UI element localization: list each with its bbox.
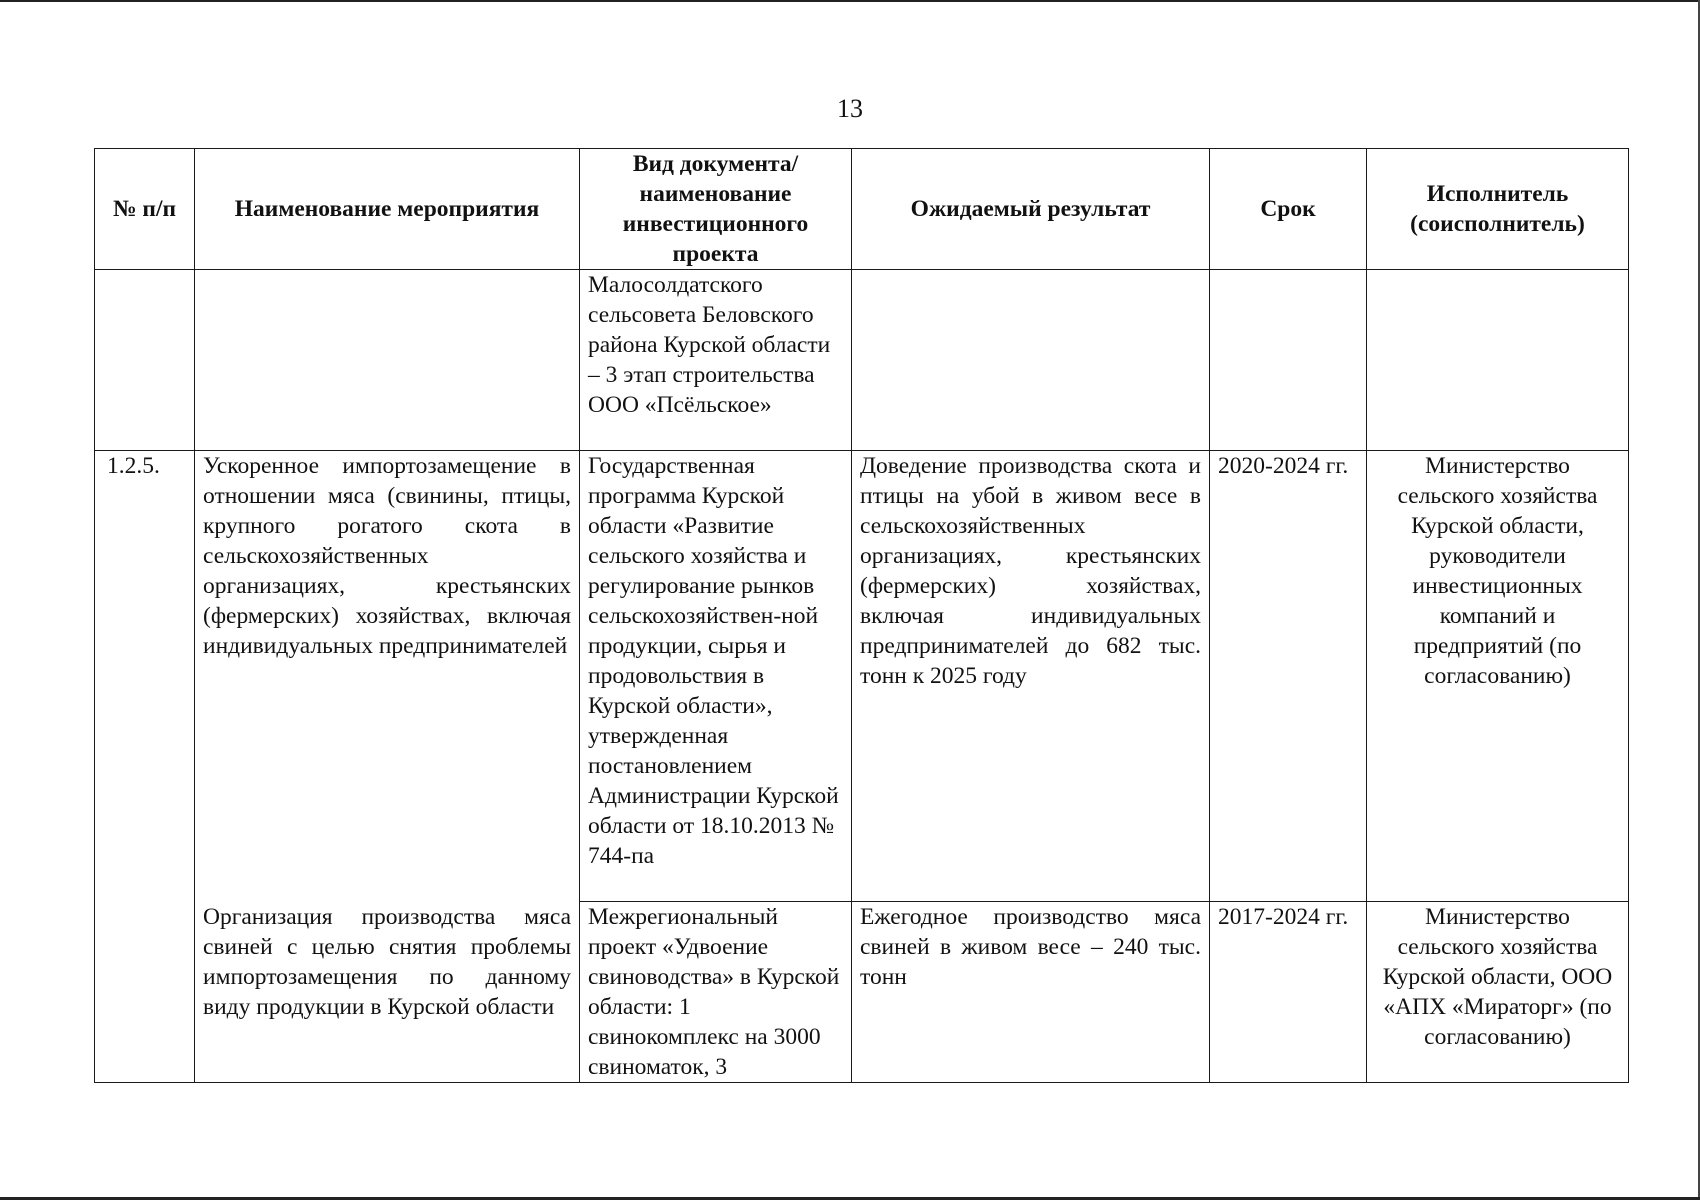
- header-term: Срок: [1210, 149, 1367, 270]
- cell-number: [95, 270, 195, 451]
- header-expected-result: Ожидаемый результат: [852, 149, 1210, 270]
- header-number: № п/п: [95, 149, 195, 270]
- cell-term: 2020-2024 гг.: [1210, 451, 1367, 902]
- cell-expected-result: [852, 270, 1210, 451]
- table-row: [95, 902, 1629, 1083]
- cell-document: Межрегиональный проект «Удвоение свиноводства» в Курской области: 1 свинокомплекс на 3000 свиноматок, 3: [580, 902, 852, 1083]
- cell-document: Малосолдатского сельсовета Беловского района Курской области – 3 этап строительства ООО «Псёльское»: [580, 270, 852, 451]
- cell-executor: Министерство сельского хозяйства Курской области, ООО «АПХ «Мираторг» (по согласованию): [1367, 902, 1629, 1083]
- cell-executor: Министерство сельского хозяйства Курской области, руководители инвестиционных компаний и предприятий (по согласованию): [1367, 451, 1629, 902]
- table-row: [95, 451, 1629, 902]
- header-executor: Исполнитель (соисполнитель): [1367, 149, 1629, 270]
- table-row: [95, 270, 1629, 451]
- cell-measure-name: Ускоренное импортозамещение в отношении мяса (свинины, птицы, крупного рогатого скота в сельскохозяйственных организациях, крестьянских (фермерских) хозяйствах, включая индивидуальных предпринимателей: [195, 451, 580, 902]
- cell-expected-result: Доведение производства скота и птицы на убой в живом весе в сельскохозяйственных организациях, крестьянских (фермерских) хозяйствах, включая индивидуальных предпринимателей до 682 тыс. тонн к 2025 году: [852, 451, 1210, 902]
- cell-number: 1.2.5.: [95, 451, 195, 902]
- scan-border-top: [0, 0, 1700, 2]
- cell-expected-result: Ежегодное производство мяса свиней в живом весе – 240 тыс. тонн: [852, 902, 1210, 1083]
- measures-table: [94, 148, 1629, 1083]
- header-measure-name: Наименование мероприятия: [195, 149, 580, 270]
- cell-term: 2017-2024 гг.: [1210, 902, 1367, 1083]
- cell-measure-name: [195, 270, 580, 451]
- cell-measure-name: Организация производства мяса свиней с целью снятия проблемы импортозамещения по данному виду продукции в Курской области: [195, 902, 580, 1083]
- page-number: 13: [837, 94, 863, 123]
- table-header-row: [95, 149, 1629, 270]
- cell-executor: [1367, 270, 1629, 451]
- header-document-type: Вид документа/ наименование инвестиционного проекта: [580, 149, 852, 270]
- cell-number: [95, 902, 195, 1083]
- cell-term: [1210, 270, 1367, 451]
- cell-document: Государственная программа Курской области «Развитие сельского хозяйства и регулирование рынков сельскохозяйствен-ной продукции, сырья и продовольствия в Курской области», утвержденная постановлением Администрации Курской области от 18.10.2013 № 744-па: [580, 451, 852, 902]
